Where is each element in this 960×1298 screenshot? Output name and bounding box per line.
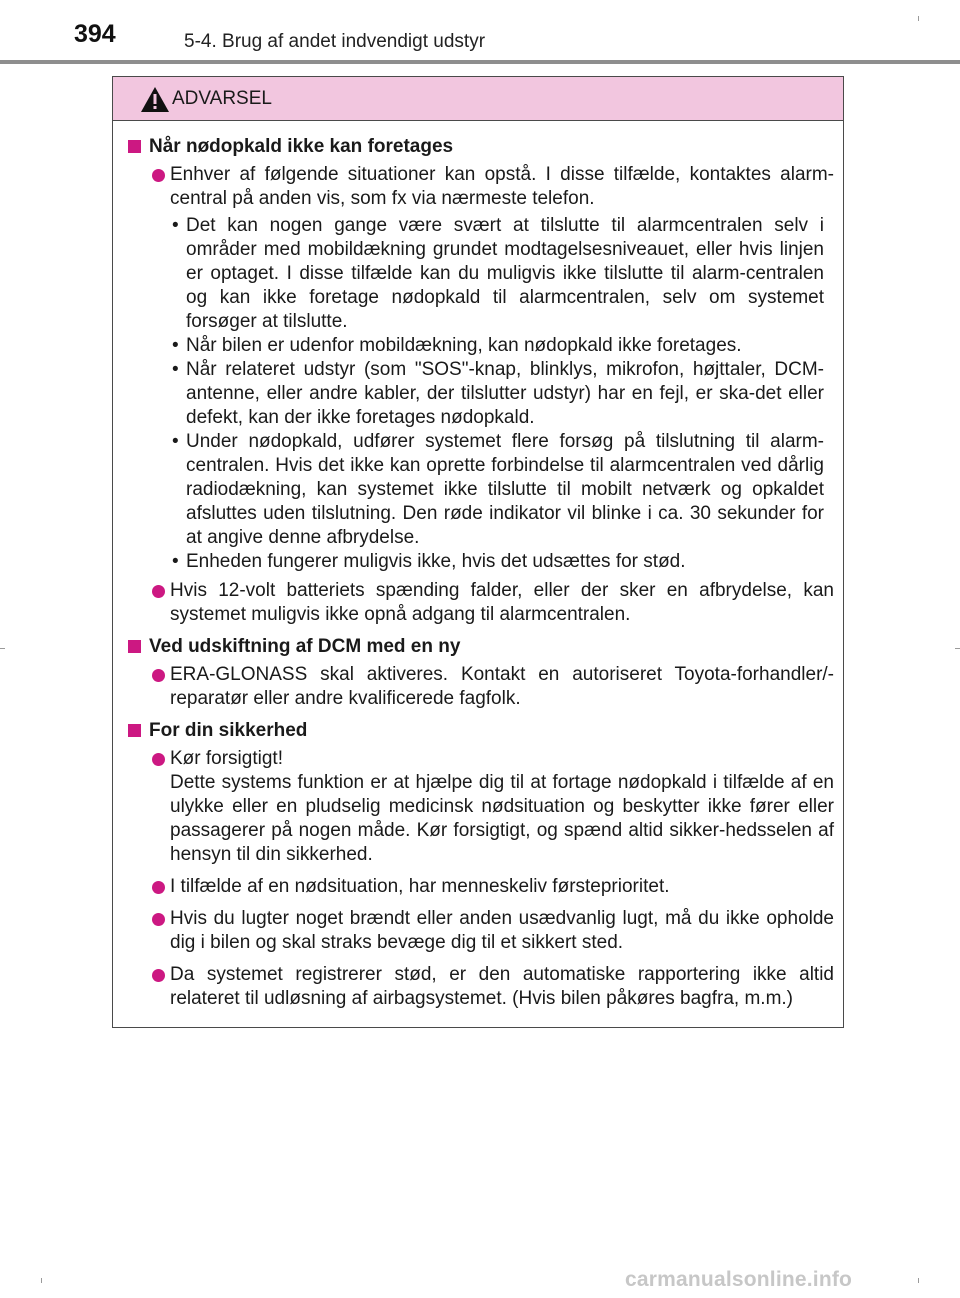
sub-list-item: • Når bilen er udenfor mobildækning, kan nødopkald ikke foretages.	[172, 335, 742, 356]
list-item: ERA-GLONASS skal aktiveres. Kontakt en autoriseret Toyota-forhandler/-reparatør eller andre kvalificerede fagfolk.	[125, 663, 834, 711]
square-bullet-icon	[128, 640, 141, 653]
round-bullet-icon	[152, 169, 165, 182]
sub-list-item: • Når relateret udstyr (som "SOS"-knap, blinklys, mikrofon, højttaler, DCM-antenne, eller andre kabler, der tilslutter udstyr) har en fejl, er ska-det eller defekt, kan der ikke foretages nødopkald.	[172, 359, 824, 428]
page-number: 394	[74, 20, 116, 48]
crop-mark	[0, 648, 5, 649]
warning-title: ADVARSEL	[172, 88, 272, 109]
round-bullet-icon	[152, 969, 165, 982]
round-bullet-icon	[152, 669, 165, 682]
list-item: Enhver af følgende situationer kan opstå. I disse tilfælde, kontaktes alarm-central på anden vis, som fx via nærmeste telefon.	[125, 163, 834, 211]
square-bullet-icon	[128, 140, 141, 153]
watermark: carmanualsonline.info	[625, 1268, 853, 1291]
warning-header	[113, 77, 843, 121]
section-heading: Ved udskiftning af DCM med en ny	[125, 635, 834, 659]
round-bullet-icon	[152, 881, 165, 894]
section-heading: For din sikkerhed	[125, 719, 834, 743]
square-bullet-icon	[128, 724, 141, 737]
sub-list	[172, 214, 824, 574]
round-bullet-icon	[152, 753, 165, 766]
sub-list-item: • Enheden fungerer muligvis ikke, hvis det udsættes for stød.	[172, 551, 686, 572]
list-item: Hvis 12-volt batteriets spænding falder, eller der sker en afbrydelse, kan systemet muligvis ikke opnå adgang til alarmcentralen.	[125, 579, 834, 627]
crop-mark	[918, 1278, 919, 1283]
warning-box	[112, 76, 844, 1028]
list-item: I tilfælde af en nødsituation, har menneskeliv førsteprioritet.	[125, 875, 834, 899]
section-title: 5-4. Brug af andet indvendigt udstyr	[184, 31, 486, 52]
crop-mark	[918, 16, 919, 21]
round-bullet-icon	[152, 585, 165, 598]
list-item: Da systemet registrerer stød, er den automatiske rapportering ikke altid relateret til udløsning af airbagsystemet. (Hvis bilen påkøres bagfra, m.m.)	[125, 963, 834, 1011]
header-rule	[0, 60, 960, 64]
warning-body	[113, 121, 843, 1011]
list-item: Kør forsigtigt! Dette systems funktion er at hjælpe dig til at fortage nødopkald i tilfælde af en ulykke eller en pludselig medicinsk nødsituation og beskytter ikke fører eller passagerer på nogen måde. Kør forsigtigt, og spænd altid sikker-hedsselen af hensyn til din sikkerhed.	[125, 747, 834, 867]
crop-mark	[955, 648, 960, 649]
round-bullet-icon	[152, 913, 165, 926]
sub-list-item: • Det kan nogen gange være svært at tilslutte til alarmcentralen selv i områder med mobildækning grundet modtagelsesniveauet, eller hvis linjen er optaget. I disse tilfælde kan du muligvis ikke tilslutte til alarm-centralen og kan ikke foretage nødopkald til alarmcentralen, selv om systemet forsøger at tilslutte.	[172, 215, 824, 332]
warning-triangle-icon	[140, 86, 170, 113]
section-heading: Når nødopkald ikke kan foretages	[125, 135, 834, 159]
sub-list-item: • Under nødopkald, udfører systemet flere forsøg på tilslutning til alarm-centralen. Hvis det ikke kan oprette forbindelse til alarmcentralen ved dårlig radiodækning, kan systemet ikke tilslutte til mobilt netværk og opkaldet afsluttes uden tilslutning. Den røde indikator vil blinke i ca. 30 sekunder for at angive denne afbrydelse.	[172, 431, 824, 548]
crop-mark	[41, 1278, 42, 1283]
list-item: Hvis du lugter noget brændt eller anden usædvanlig lugt, må du ikke opholde dig i bilen og skal straks bevæge dig til et sikkert sted.	[125, 907, 834, 955]
